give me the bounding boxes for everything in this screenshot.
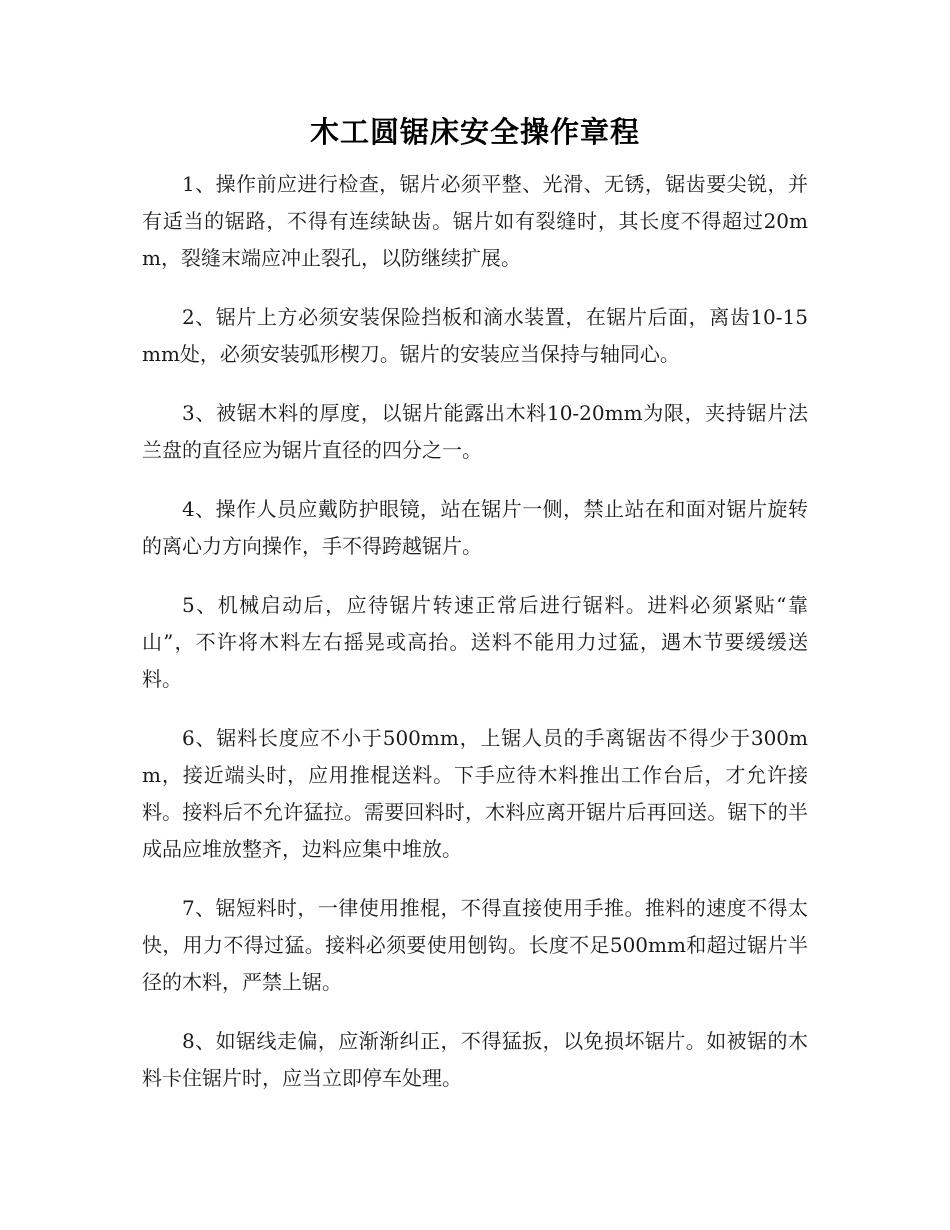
paragraph-6: 6、锯料长度应不小于500mm，上锯人员的手离锯齿不得少于300mm，接近端头时，应用推棍送料。下手应待木料推出工作台后，才允许接料。接料后不允许猛拉。需要回料时，木料应离开锯片后再回送。锯下的半成品应堆放整齐，边料应集中堆放。 <box>142 726 808 861</box>
paragraph-7: 7、锯短料时，一律使用推棍，不得直接使用手推。推料的速度不得太快，用力不得过猛。接料必须要使用刨钩。长度不足500mm和超过锯片半径的木料，严禁上锯。 <box>142 896 808 994</box>
paragraph-2: 2、锯片上方必须安装保险挡板和滴水装置，在锯片后面，离齿10-15mm处，必须安装弧形楔刀。锯片的安装应当保持与轴同心。 <box>142 305 808 366</box>
document-title: 木工圆锯床安全操作章程 <box>309 115 640 149</box>
paragraph-5: 5、机械启动后，应待锯片转速正常后进行锯料。进料必须紧贴“靠山”，不许将木料左右摇晃或高抬。送料不能用力过猛，遇木节要缓缓送料。 <box>142 593 808 691</box>
paragraph-3: 3、被锯木料的厚度，以锯片能露出木料10-20mm为限，夹持锯片法兰盘的直径应为锯片直径的四分之一。 <box>142 401 808 462</box>
paragraph-1: 1、操作前应进行检查，锯片必须平整、光滑、无锈，锯齿要尖锐，并有适当的锯路，不得有连续缺齿。锯片如有裂缝时，其长度不得超过20mm，裂缝末端应冲止裂孔，以防继续扩展。 <box>142 172 808 270</box>
paragraph-4: 4、操作人员应戴防护眼镜，站在锯片一侧，禁止站在和面对锯片旋转的离心力方向操作，手不得跨越锯片。 <box>142 497 808 558</box>
paragraph-8: 8、如锯线走偏，应渐渐纠正，不得猛扳，以免损坏锯片。如被锯的木料卡住锯片时，应当立即停车处理。 <box>142 1029 808 1090</box>
document-body <box>142 166 808 1119</box>
